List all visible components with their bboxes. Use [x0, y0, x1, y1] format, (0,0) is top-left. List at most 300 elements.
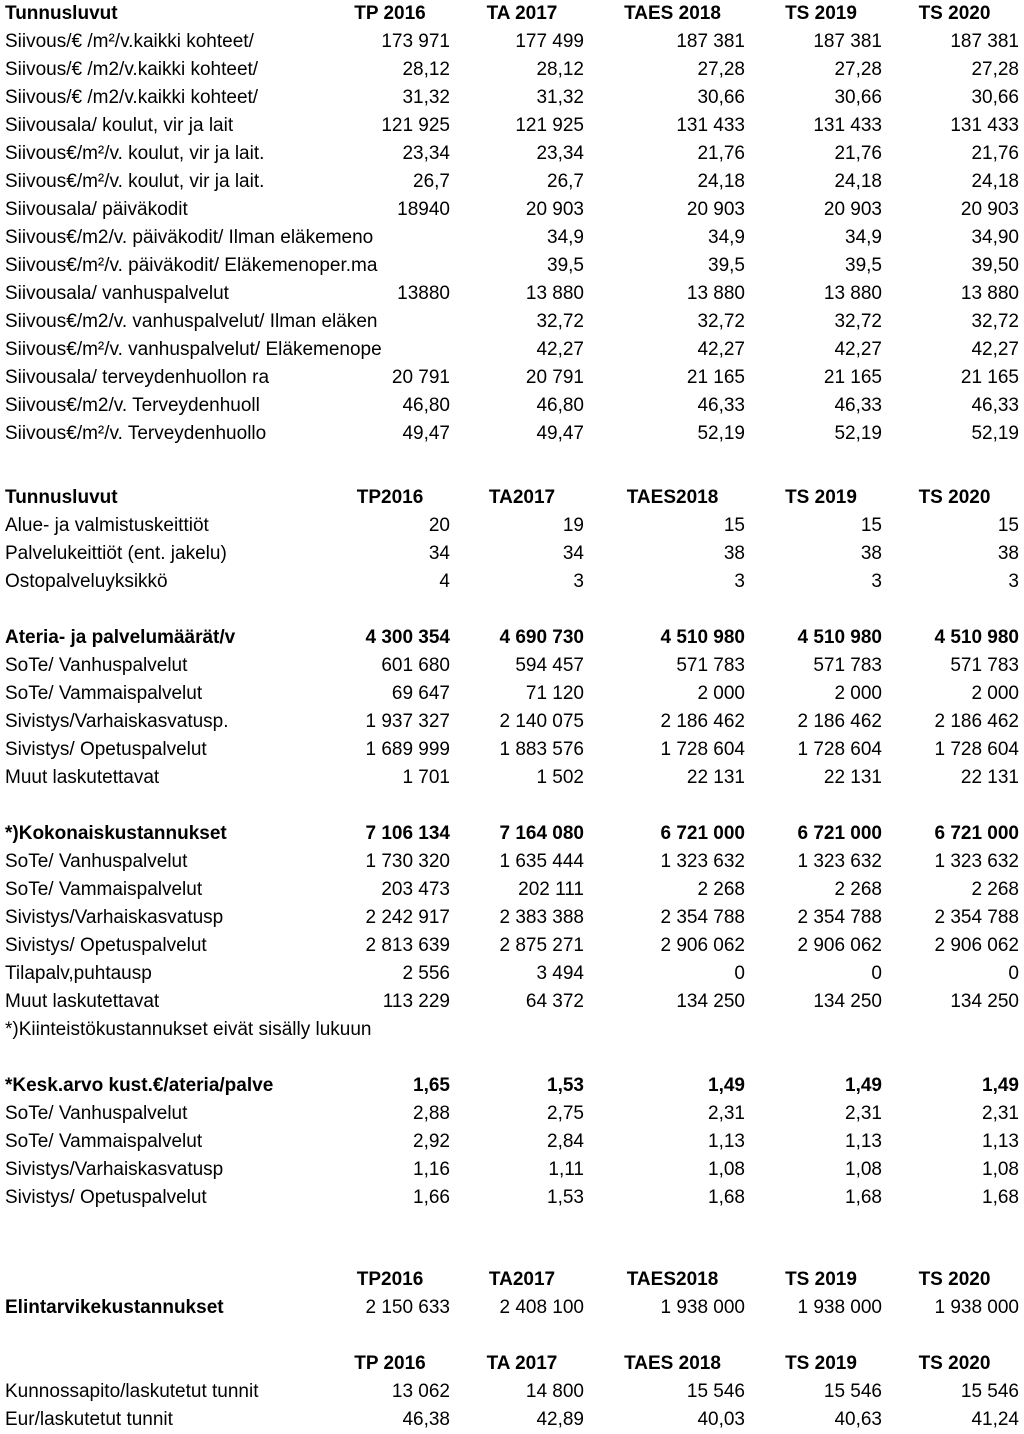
row-value: 601 680 [381, 655, 450, 676]
row-label: Siivous€/m²/v. vanhuspalvelut/ Eläkemenope [5, 339, 382, 360]
row-label: Tilapalv,puhtausp [5, 963, 152, 984]
row-value: 23,34 [402, 143, 450, 164]
table-row [0, 820, 1024, 848]
row-label: Siivous€/m²/v. Terveydenhuollo [5, 423, 267, 444]
row-value: 22 131 [823, 767, 882, 788]
row-value: 1 937 327 [365, 711, 450, 732]
column-header: TS 2019 [785, 487, 857, 508]
row-value: 3 [1008, 571, 1019, 592]
table-row [0, 568, 1024, 596]
row-value: 64 372 [525, 991, 584, 1012]
row-value: 2,31 [708, 1103, 745, 1124]
row-label: SoTe/ Vammaispalvelut [5, 683, 203, 704]
row-value: 34,9 [547, 227, 584, 248]
row-value: 1,13 [982, 1131, 1019, 1152]
row-value: 1 635 444 [499, 851, 584, 872]
row-value: 202 111 [518, 879, 584, 900]
row-label: Siivousala/ vanhuspalvelut [5, 283, 229, 304]
table-row [0, 224, 1024, 252]
row-value: 26,7 [547, 171, 584, 192]
row-label: Siivous€/m²/v. koulut, vir ja lait. [5, 171, 265, 192]
row-value: 13 880 [525, 283, 584, 304]
row-label: Siivous/€ /m2/v.kaikki kohteet/ [5, 59, 259, 80]
row-value: 2 906 062 [660, 935, 745, 956]
row-value: 1 728 604 [934, 739, 1019, 760]
header-label [5, 1350, 305, 1378]
row-value: 1,65 [413, 1075, 450, 1096]
row-value: 32,72 [834, 311, 882, 332]
row-value: 30,66 [834, 87, 882, 108]
row-value: 177 499 [515, 31, 584, 52]
row-value: 203 473 [381, 879, 450, 900]
row-value: 4 690 730 [499, 627, 584, 648]
row-value: 571 783 [813, 655, 882, 676]
row-value: 134 250 [676, 991, 745, 1012]
row-value: 1,53 [547, 1075, 584, 1096]
table-row [0, 196, 1024, 224]
row-label: Siivousala/ koulut, vir ja lait [5, 115, 234, 136]
row-label: Sivistys/ Opetuspalvelut [5, 1187, 207, 1208]
row-value: 34 [428, 543, 450, 564]
row-label: Siivous/€ /m²/v.kaikki kohteet/ [5, 31, 254, 52]
row-label: Siivous€/m2/v. päiväkodit/ Ilman eläkemeno [5, 227, 374, 248]
row-value: 21 165 [823, 367, 882, 388]
row-value: 2 186 462 [934, 711, 1019, 732]
row-value: 2 242 917 [365, 907, 450, 928]
row-value: 1,68 [708, 1187, 745, 1208]
row-value: 20 903 [823, 199, 882, 220]
row-value: 0 [734, 963, 745, 984]
row-value: 2 150 633 [365, 1297, 450, 1318]
row-value: 4 [439, 571, 450, 592]
row-value: 2 906 062 [797, 935, 882, 956]
row-value: 3 494 [536, 963, 584, 984]
row-value: 134 250 [950, 991, 1019, 1012]
row-value: 3 [573, 571, 584, 592]
row-value: 1,68 [845, 1187, 882, 1208]
row-value: 2,31 [845, 1103, 882, 1124]
row-value: 32,72 [971, 311, 1019, 332]
row-value: 13 880 [823, 283, 882, 304]
table-row [0, 736, 1024, 764]
row-value: 21 165 [960, 367, 1019, 388]
row-value: 571 783 [676, 655, 745, 676]
table-row [0, 652, 1024, 680]
row-value: 21,76 [834, 143, 882, 164]
row-label: Sivistys/ Opetuspalvelut [5, 935, 207, 956]
row-value: 27,28 [834, 59, 882, 80]
row-value: 1,49 [845, 1075, 882, 1096]
row-value: 2 556 [402, 963, 450, 984]
row-value: 2,31 [982, 1103, 1019, 1124]
row-value: 1,66 [413, 1187, 450, 1208]
row-value: 21,76 [971, 143, 1019, 164]
row-value: 52,19 [971, 423, 1019, 444]
table-row [0, 252, 1024, 280]
row-label: Sivistys/Varhaiskasvatusp [5, 1159, 224, 1180]
row-value: 22 131 [686, 767, 745, 788]
row-value: 20 791 [391, 367, 450, 388]
row-value [330, 224, 450, 252]
column-header: TS 2020 [918, 1269, 991, 1290]
table-header-row [0, 484, 1024, 512]
row-value: 34,9 [845, 227, 882, 248]
row-value: 4 300 354 [365, 627, 450, 648]
row-label: Elintarvikekustannukset [5, 1297, 224, 1318]
row-value: 30,66 [697, 87, 745, 108]
row-label: Ateria- ja palvelumäärät/v [5, 627, 236, 648]
row-value: 4 510 980 [797, 627, 882, 648]
row-value: 1,11 [548, 1159, 584, 1180]
row-label: Sivistys/ Opetuspalvelut [5, 739, 207, 760]
row-label: SoTe/ Vammaispalvelut [5, 1131, 203, 1152]
row-value: 13 880 [960, 283, 1019, 304]
table-row [0, 1406, 1024, 1434]
row-value: 1 323 632 [797, 851, 882, 872]
row-value: 15 546 [823, 1381, 882, 1402]
table-row [0, 848, 1024, 876]
row-value: 42,27 [834, 339, 882, 360]
row-value: 71 120 [525, 683, 584, 704]
row-value: 2,75 [547, 1103, 584, 1124]
row-value: 1,53 [547, 1187, 584, 1208]
row-value: 13 880 [686, 283, 745, 304]
row-value: 32,72 [536, 311, 584, 332]
row-value: 0 [1008, 963, 1019, 984]
row-value: 187 381 [950, 31, 1019, 52]
table-row [0, 988, 1024, 1016]
row-value: 187 381 [676, 31, 745, 52]
row-value: 1,08 [982, 1159, 1019, 1180]
row-value: 39,5 [708, 255, 745, 276]
row-value: 24,18 [834, 171, 882, 192]
row-value: 49,47 [402, 423, 450, 444]
row-value: 38 [723, 543, 745, 564]
row-value: 2,88 [413, 1103, 450, 1124]
header-label [5, 1266, 305, 1294]
row-value: 7 164 080 [499, 823, 584, 844]
row-value: 1 502 [536, 767, 584, 788]
table-row [0, 1128, 1024, 1156]
table-header-row [0, 1350, 1024, 1378]
table-row [0, 28, 1024, 56]
row-label: SoTe/ Vanhuspalvelut [5, 851, 188, 872]
column-header: TS 2019 [785, 3, 857, 24]
column-header: TS 2020 [918, 487, 991, 508]
row-value: 23,34 [536, 143, 584, 164]
row-value: 1,68 [982, 1187, 1019, 1208]
header-label: Tunnusluvut [5, 487, 118, 508]
row-value: 34,9 [708, 227, 745, 248]
row-label: Siivous€/m2/v. Terveydenhuoll [5, 395, 260, 416]
row-value: 24,18 [697, 171, 745, 192]
row-value: 42,89 [536, 1409, 584, 1430]
table-row [0, 1378, 1024, 1406]
row-value: 2 186 462 [797, 711, 882, 732]
row-value: 20 [428, 515, 450, 536]
row-value: 131 433 [950, 115, 1019, 136]
row-value: 2 268 [971, 879, 1019, 900]
row-label: Palvelukeittiöt (ent. jakelu) [5, 543, 227, 564]
table-row [0, 1072, 1024, 1100]
row-value: 39,5 [845, 255, 882, 276]
row-label: SoTe/ Vanhuspalvelut [5, 655, 188, 676]
row-value: 3 [734, 571, 745, 592]
row-value: 571 783 [950, 655, 1019, 676]
column-header: TAES 2018 [624, 1353, 721, 1374]
row-value: 2 268 [697, 879, 745, 900]
row-value: 69 647 [391, 683, 450, 704]
table-row [0, 420, 1024, 448]
row-value: 27,28 [971, 59, 1019, 80]
table-row [0, 336, 1024, 364]
row-value: 1 701 [402, 767, 450, 788]
row-value: 15 [723, 515, 745, 536]
table-row [0, 140, 1024, 168]
row-value: 113 229 [382, 991, 450, 1012]
row-value: 2 875 271 [499, 935, 584, 956]
table-row [0, 876, 1024, 904]
table-row [0, 364, 1024, 392]
row-value: 1 323 632 [934, 851, 1019, 872]
row-value: 26,7 [413, 171, 450, 192]
table-row [0, 84, 1024, 112]
row-value: 2 354 788 [797, 907, 882, 928]
row-value [330, 308, 450, 336]
row-label: *Kesk.arvo kust.€/ateria/palve [5, 1075, 274, 1096]
row-value: 28,12 [402, 59, 450, 80]
column-header: TA 2017 [486, 1353, 558, 1374]
row-value: 3 [871, 571, 882, 592]
row-value: 1 730 320 [365, 851, 450, 872]
row-value: 6 721 000 [660, 823, 745, 844]
row-value [330, 252, 450, 280]
row-value: 27,28 [697, 59, 745, 80]
column-header: TAES2018 [626, 487, 719, 508]
row-value: 52,19 [697, 423, 745, 444]
table-row [0, 392, 1024, 420]
row-value: 1 323 632 [660, 851, 745, 872]
row-value: 15 546 [960, 1381, 1019, 1402]
row-label: Siivousala/ päiväkodit [5, 199, 188, 220]
row-value: 1 728 604 [660, 739, 745, 760]
row-value: 40,03 [697, 1409, 745, 1430]
row-value: 15 [997, 515, 1019, 536]
row-value: 39,5 [547, 255, 584, 276]
table-row [0, 308, 1024, 336]
row-value: 34 [562, 543, 584, 564]
row-value: 131 433 [813, 115, 882, 136]
row-value: 21 165 [686, 367, 745, 388]
table-row [0, 168, 1024, 196]
footnote-row [0, 1016, 1024, 1044]
table-row [0, 1294, 1024, 1322]
row-value: 31,32 [536, 87, 584, 108]
row-value: 1,13 [845, 1131, 882, 1152]
row-value: 1,13 [708, 1131, 745, 1152]
row-label: Siivous€/m²/v. koulut, vir ja lait. [5, 143, 265, 164]
row-value: 22 131 [960, 767, 1019, 788]
row-value: 2 383 388 [499, 907, 584, 928]
row-value: 2 186 462 [660, 711, 745, 732]
row-value: 40,63 [834, 1409, 882, 1430]
row-label: Sivistys/Varhaiskasvatusp. [5, 711, 229, 732]
row-value: 2 354 788 [934, 907, 1019, 928]
row-value: 2,92 [413, 1131, 450, 1152]
row-value: 20 791 [525, 367, 584, 388]
row-value: 2 813 639 [365, 935, 450, 956]
row-value: 21,76 [697, 143, 745, 164]
row-value: 2,84 [547, 1131, 584, 1152]
row-value: 18940 [397, 199, 450, 220]
row-value: 13880 [397, 283, 450, 304]
row-value: 41,24 [971, 1409, 1019, 1430]
row-label: SoTe/ Vammaispalvelut [5, 879, 203, 900]
row-value: 1,08 [708, 1159, 745, 1180]
column-header: TA2017 [488, 1269, 556, 1290]
row-value: 121 925 [381, 115, 450, 136]
row-value: 187 381 [813, 31, 882, 52]
row-value: 2 140 075 [499, 711, 584, 732]
row-label: Siivous€/m2/v. vanhuspalvelut/ Ilman eläken [5, 311, 378, 332]
row-label: Alue- ja valmistuskeittiöt [5, 515, 209, 536]
row-value: 1,49 [982, 1075, 1019, 1096]
row-value: 2 408 100 [499, 1297, 584, 1318]
row-value: 2 000 [834, 683, 882, 704]
footnote: *)Kiinteistökustannukset eivät sisälly lukuun [5, 1019, 372, 1040]
row-value: 38 [997, 543, 1019, 564]
row-value: 38 [860, 543, 882, 564]
table-row [0, 680, 1024, 708]
row-value: 14 800 [525, 1381, 584, 1402]
row-value: 1 938 000 [797, 1297, 882, 1318]
row-value: 1 938 000 [934, 1297, 1019, 1318]
table-row [0, 1100, 1024, 1128]
row-value: 121 925 [515, 115, 584, 136]
row-value: 42,27 [697, 339, 745, 360]
row-value: 2 268 [834, 879, 882, 900]
row-value: 46,80 [402, 395, 450, 416]
row-value: 1 728 604 [797, 739, 882, 760]
row-value: 1 689 999 [365, 739, 450, 760]
row-value: 2 000 [697, 683, 745, 704]
row-value: 39,50 [971, 255, 1019, 276]
row-value: 6 721 000 [934, 823, 1019, 844]
row-value: 1,16 [413, 1159, 450, 1180]
row-label: Kunnossapito/laskutetut tunnit [5, 1381, 259, 1402]
row-value: 134 250 [813, 991, 882, 1012]
row-value: 2 906 062 [934, 935, 1019, 956]
column-header: TAES2018 [626, 1269, 719, 1290]
row-value: 46,33 [971, 395, 1019, 416]
column-header: TP 2016 [354, 3, 426, 24]
row-value: 46,33 [834, 395, 882, 416]
row-value: 15 [860, 515, 882, 536]
row-value: 42,27 [536, 339, 584, 360]
row-value: 15 546 [686, 1381, 745, 1402]
row-value: 32,72 [697, 311, 745, 332]
table-row [0, 708, 1024, 736]
table-header-row [0, 1266, 1024, 1294]
row-value: 4 510 980 [660, 627, 745, 648]
column-header: TA2017 [488, 487, 556, 508]
row-label: Muut laskutettavat [5, 991, 160, 1012]
row-value: 42,27 [971, 339, 1019, 360]
row-value: 49,47 [536, 423, 584, 444]
table-row [0, 280, 1024, 308]
row-value: 1,49 [708, 1075, 745, 1096]
table-row [0, 1184, 1024, 1212]
table-row [0, 540, 1024, 568]
row-value: 52,19 [834, 423, 882, 444]
row-label: SoTe/ Vanhuspalvelut [5, 1103, 188, 1124]
row-value: 7 106 134 [365, 823, 450, 844]
header-label: Tunnusluvut [5, 3, 118, 24]
row-value: 28,12 [536, 59, 584, 80]
row-label: Ostopalveluyksikkö [5, 571, 168, 592]
table-row [0, 932, 1024, 960]
row-value [330, 336, 450, 364]
row-value: 1 938 000 [660, 1297, 745, 1318]
row-label: Muut laskutettavat [5, 767, 160, 788]
row-value: 46,38 [402, 1409, 450, 1430]
column-header: TAES 2018 [624, 3, 721, 24]
table-row [0, 904, 1024, 932]
row-value: 20 903 [686, 199, 745, 220]
row-label: Siivous/€ /m2/v.kaikki kohteet/ [5, 87, 259, 108]
row-value: 30,66 [971, 87, 1019, 108]
row-value: 24,18 [971, 171, 1019, 192]
column-header: TS 2019 [785, 1353, 857, 1374]
row-label: Siivous€/m²/v. päiväkodit/ Eläkemenoper.ma [5, 255, 378, 276]
row-value: 131 433 [676, 115, 745, 136]
row-label: Eur/laskutetut tunnit [5, 1409, 173, 1430]
row-value: 2 000 [971, 683, 1019, 704]
table-row [0, 960, 1024, 988]
row-value: 46,33 [697, 395, 745, 416]
row-label: Siivousala/ terveydenhuollon ra [5, 367, 270, 388]
row-label: Sivistys/Varhaiskasvatusp [5, 907, 224, 928]
row-value: 2 354 788 [660, 907, 745, 928]
column-header: TP2016 [356, 1269, 424, 1290]
table-row [0, 764, 1024, 792]
table-row [0, 1156, 1024, 1184]
column-header: TS 2020 [918, 3, 991, 24]
row-value: 34,90 [971, 227, 1019, 248]
row-label: *)Kokonaiskustannukset [5, 823, 227, 844]
row-value: 13 062 [391, 1381, 450, 1402]
column-header: TS 2020 [918, 1353, 991, 1374]
row-value: 6 721 000 [797, 823, 882, 844]
table-row [0, 56, 1024, 84]
table-row [0, 112, 1024, 140]
row-value: 594 457 [515, 655, 584, 676]
column-header: TP2016 [356, 487, 424, 508]
row-value: 19 [562, 515, 584, 536]
row-value: 20 903 [960, 199, 1019, 220]
column-header: TA 2017 [486, 3, 558, 24]
row-value: 1 883 576 [499, 739, 584, 760]
table-row [0, 624, 1024, 652]
table-header-row [0, 0, 1024, 28]
row-value: 1,08 [845, 1159, 882, 1180]
row-value: 173 971 [381, 31, 450, 52]
column-header: TP 2016 [354, 1353, 426, 1374]
row-value: 4 510 980 [934, 627, 1019, 648]
row-value: 46,80 [536, 395, 584, 416]
column-header: TS 2019 [785, 1269, 857, 1290]
table-row [0, 512, 1024, 540]
